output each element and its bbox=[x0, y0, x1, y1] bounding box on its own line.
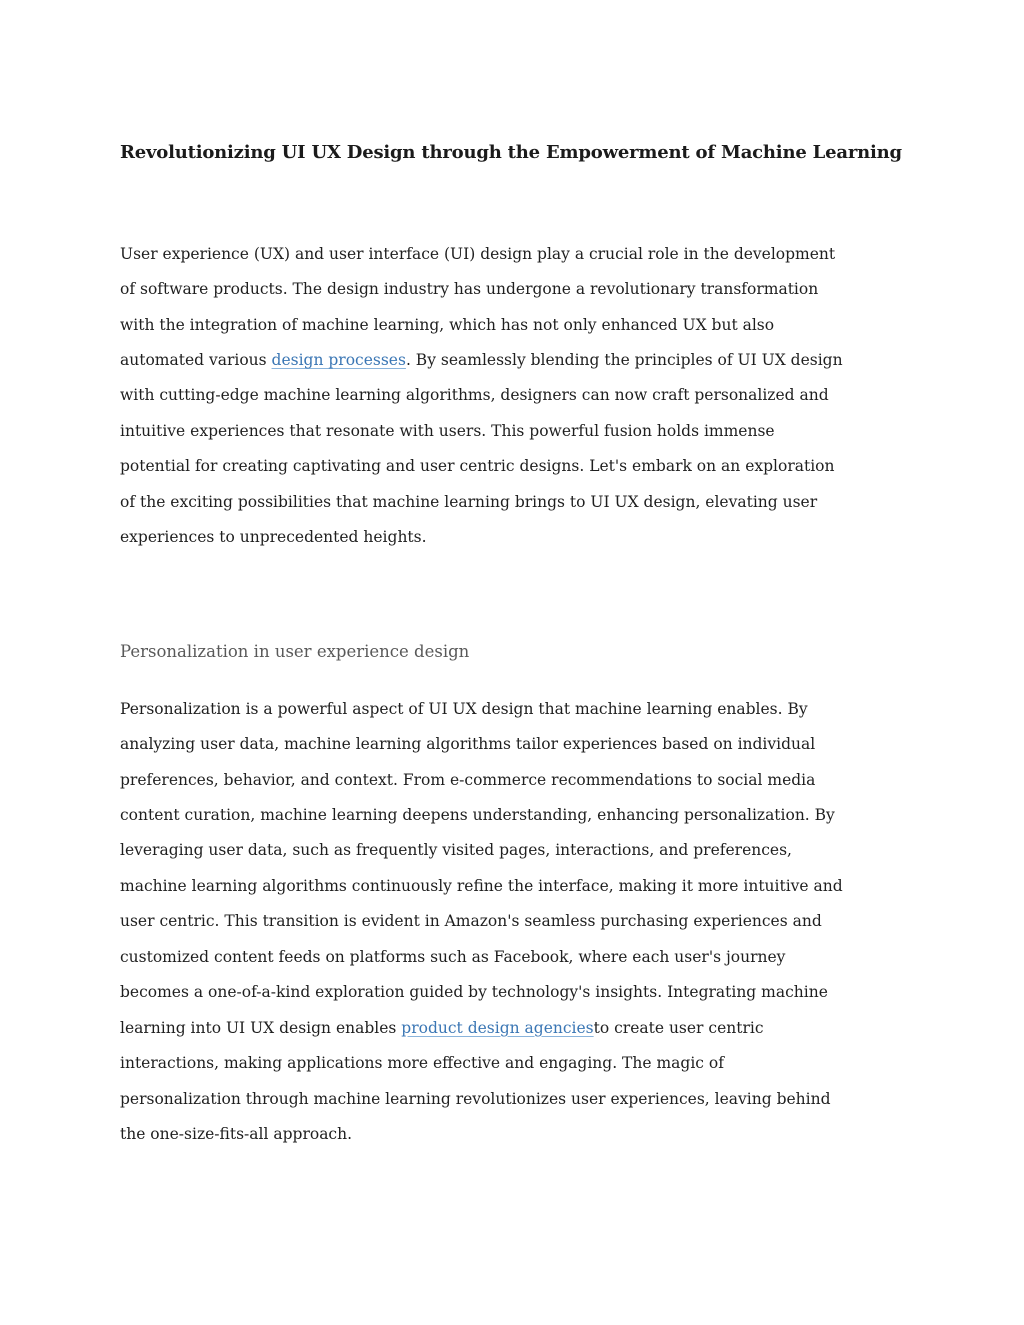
text-segment: with the integration of machine learning, which has not only enhanced UX but also bbox=[120, 315, 775, 334]
text-line bbox=[120, 271, 920, 306]
text-segment: leveraging user data, such as frequently visited pages, interactions, and preferences, bbox=[120, 841, 792, 860]
text-line bbox=[120, 975, 920, 1010]
text-segment: machine learning algorithms continuously refine the interface, making it more intuitive and bbox=[120, 876, 843, 895]
text-line bbox=[120, 1081, 920, 1116]
personalization-paragraph bbox=[120, 691, 920, 1152]
text-line bbox=[120, 939, 920, 974]
document-title: Revolutionizing UI UX Design through the Empowerment of Machine Learning bbox=[120, 142, 902, 163]
intro-paragraph bbox=[120, 236, 920, 555]
text-segment: Personalization is a powerful aspect of UI UX design that machine learning enables. By bbox=[120, 699, 808, 718]
text-line bbox=[120, 378, 920, 413]
text-segment: personalization through machine learning revolutionizes user experiences, leaving behind bbox=[120, 1089, 831, 1108]
text-line bbox=[120, 1010, 920, 1045]
text-line bbox=[120, 307, 920, 342]
text-segment: automated various bbox=[120, 351, 272, 370]
text-segment: with cutting-edge machine learning algorithms, designers can now craft personalized and bbox=[120, 386, 829, 405]
text-line bbox=[120, 1116, 920, 1151]
text-segment: learning into UI UX design enables bbox=[120, 1018, 402, 1037]
text-segment: the one-size-fits-all approach. bbox=[120, 1124, 353, 1143]
text-segment: User experience (UX) and user interface (UI) design play a crucial role in the development bbox=[120, 244, 836, 263]
text-line bbox=[120, 691, 920, 726]
text-line bbox=[120, 904, 920, 939]
product-design-agencies-link[interactable]: product design agencies bbox=[401, 1018, 594, 1037]
text-line bbox=[120, 833, 920, 868]
text-line bbox=[120, 449, 920, 484]
text-line bbox=[120, 1045, 920, 1080]
text-segment: analyzing user data, machine learning algorithms tailor experiences based on individual bbox=[120, 735, 816, 754]
text-segment: experiences to unprecedented heights. bbox=[120, 528, 427, 547]
text-segment: customized content feeds on platforms such as Facebook, where each user's journey bbox=[120, 947, 786, 966]
design-processes-link[interactable]: design processes bbox=[271, 351, 406, 370]
text-line bbox=[120, 726, 920, 761]
text-segment: interactions, making applications more effective and engaging. The magic of bbox=[120, 1054, 724, 1073]
text-segment: preferences, behavior, and context. From e-commerce recommendations to social media bbox=[120, 770, 816, 789]
text-line bbox=[120, 413, 920, 448]
text-segment: user centric. This transition is evident in Amazon's seamless purchasing experiences and bbox=[120, 912, 822, 931]
text-segment: potential for creating captivating and user centric designs. Let's embark on an exploration bbox=[120, 457, 835, 476]
text-line bbox=[120, 520, 920, 555]
text-line bbox=[120, 236, 920, 271]
text-line bbox=[120, 868, 920, 903]
text-segment: intuitive experiences that resonate with users. This powerful fusion holds immense bbox=[120, 421, 775, 440]
text-segment: of software products. The design industry has undergone a revolutionary transformation bbox=[120, 280, 819, 299]
text-segment: to create user centric bbox=[593, 1018, 764, 1037]
text-segment: content curation, machine learning deepens understanding, enhancing personalization. By bbox=[120, 806, 835, 825]
text-line bbox=[120, 484, 920, 519]
section-heading: Personalization in user experience design bbox=[120, 642, 470, 661]
text-line bbox=[120, 797, 920, 832]
text-segment: becomes a one-of-a-kind exploration guided by technology's insights. Integrating machine bbox=[120, 983, 828, 1002]
text-segment: of the exciting possibilities that machine learning brings to UI UX design, elevating user bbox=[120, 492, 818, 511]
text-line bbox=[120, 342, 920, 377]
text-segment: . By seamlessly blending the principles of UI UX design bbox=[405, 351, 843, 370]
text-line bbox=[120, 762, 920, 797]
